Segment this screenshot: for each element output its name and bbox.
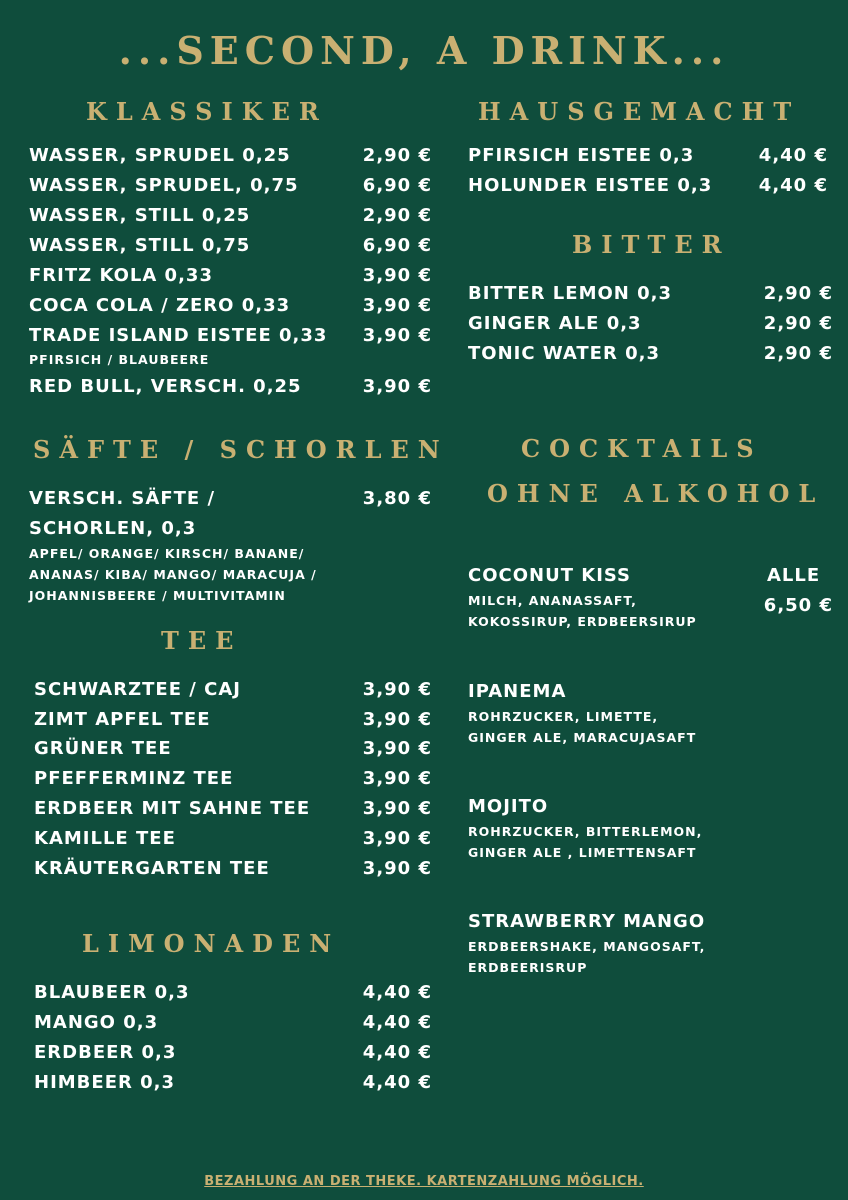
- menu-item-note: APFEL/ ORANGE/ KIRSCH/ BANANE/: [29, 546, 305, 561]
- menu-item-price: 2,90 €: [763, 283, 833, 304]
- menu-item-price: 4,40 €: [362, 1072, 432, 1093]
- menu-item-price: 3,90 €: [362, 798, 432, 819]
- cocktail-price-label: ALLE: [767, 565, 821, 586]
- menu-item-price: 3,90 €: [362, 376, 432, 397]
- menu-item-name: WASSER, STILL 0,25: [29, 205, 251, 226]
- menu-item-price: 4,40 €: [362, 982, 432, 1003]
- menu-item-name: FRITZ KOLA 0,33: [29, 265, 213, 286]
- menu-item-price: 3,90 €: [362, 828, 432, 849]
- cocktail-ingredients: ROHRZUCKER, BITTERLEMON,: [468, 824, 703, 839]
- menu-item-name: MANGO 0,3: [34, 1012, 159, 1033]
- section-subheading-ohne-alkohol: OHNE ALKOHOL: [487, 479, 825, 508]
- menu-item-note: JOHANNISBEERE / MULTIVITAMIN: [29, 588, 286, 603]
- menu-item-name: HIMBEER 0,3: [34, 1072, 175, 1093]
- menu-item-price: 3,90 €: [362, 768, 432, 789]
- menu-item-name: COCA COLA / ZERO 0,33: [29, 295, 291, 316]
- menu-item-name: BLAUBEER 0,3: [34, 982, 190, 1003]
- menu-item-name: PFEFFERMINZ TEE: [34, 768, 234, 789]
- menu-title: ...SECOND, A DRINK...: [118, 28, 730, 73]
- cocktail-name: MOJITO: [468, 796, 549, 817]
- payment-note: BEZAHLUNG AN DER THEKE. KARTENZAHLUNG MÖGLICH.: [204, 1174, 644, 1189]
- menu-item-price: 3,90 €: [362, 738, 432, 759]
- section-heading-tee: TEE: [161, 626, 243, 655]
- menu-item-name: SCHWARZTEE / CAJ: [34, 679, 241, 700]
- menu-item-name: RED BULL, VERSCH. 0,25: [29, 376, 302, 397]
- menu-item-note: PFIRSICH / BLAUBEERE: [29, 352, 210, 367]
- menu-item-price: 3,90 €: [362, 679, 432, 700]
- menu-item-price: 4,40 €: [362, 1042, 432, 1063]
- cocktail-ingredients: ROHRZUCKER, LIMETTE,: [468, 709, 659, 724]
- menu-item-price: 6,90 €: [362, 175, 432, 196]
- menu-item-name: TONIC WATER 0,3: [468, 343, 660, 364]
- menu-item-name: HOLUNDER EISTEE 0,3: [468, 175, 713, 196]
- menu-item-name: KRÄUTERGARTEN TEE: [34, 858, 270, 879]
- section-heading-limonaden: LIMONADEN: [82, 929, 341, 958]
- menu-item-price: 2,90 €: [362, 145, 432, 166]
- menu-item-price: 4,40 €: [758, 145, 828, 166]
- cocktail-ingredients: GINGER ALE , LIMETTENSAFT: [468, 845, 697, 860]
- menu-item-name: ERDBEER 0,3: [34, 1042, 177, 1063]
- menu-item-price: 6,90 €: [362, 235, 432, 256]
- menu-item-name: ERDBEER MIT SAHNE TEE: [34, 798, 311, 819]
- menu-item-name: ZIMT APFEL TEE: [34, 709, 211, 730]
- menu-item-price: 3,80 €: [362, 488, 432, 509]
- cocktail-ingredients: MILCH, ANANASSAFT,: [468, 593, 637, 608]
- menu-item-name: WASSER, STILL 0,75: [29, 235, 251, 256]
- section-heading-klassiker: KLASSIKER: [86, 97, 328, 126]
- cocktail-price: 6,50 €: [763, 595, 833, 616]
- section-heading-saefte: SÄFTE / SCHORLEN: [33, 435, 449, 464]
- cocktail-ingredients: ERDBEERSHAKE, MANGOSAFT,: [468, 939, 706, 954]
- menu-item-note: ANANAS/ KIBA/ MANGO/ MARACUJA /: [29, 567, 317, 582]
- cocktail-name: IPANEMA: [468, 681, 567, 702]
- menu-item-name: GRÜNER TEE: [34, 738, 172, 759]
- menu-item-price: 4,40 €: [362, 1012, 432, 1033]
- menu-item-price: 3,90 €: [362, 325, 432, 346]
- menu-item-price: 3,90 €: [362, 709, 432, 730]
- menu-item-price: 3,90 €: [362, 295, 432, 316]
- menu-item-name: TRADE ISLAND EISTEE 0,33: [29, 325, 328, 346]
- cocktail-ingredients: ERDBEERISRUP: [468, 960, 588, 975]
- menu-item-price: 2,90 €: [763, 343, 833, 364]
- menu-item-name: PFIRSICH EISTEE 0,3: [468, 145, 695, 166]
- menu-item-price: 2,90 €: [362, 205, 432, 226]
- cocktail-ingredients: KOKOSSIRUP, ERDBEERSIRUP: [468, 614, 697, 629]
- menu-item-name: SCHORLEN, 0,3: [29, 518, 197, 539]
- cocktail-name: STRAWBERRY MANGO: [468, 911, 706, 932]
- menu-item-name: BITTER LEMON 0,3: [468, 283, 673, 304]
- menu-item-name: GINGER ALE 0,3: [468, 313, 642, 334]
- menu-item-price: 3,90 €: [362, 858, 432, 879]
- cocktail-name: COCONUT KISS: [468, 565, 632, 586]
- menu-item-name: KAMILLE TEE: [34, 828, 176, 849]
- section-heading-cocktails: COCKTAILS: [521, 434, 763, 463]
- menu-item-price: 3,90 €: [362, 265, 432, 286]
- menu-item-name: WASSER, SPRUDEL, 0,75: [29, 175, 299, 196]
- menu-item-price: 4,40 €: [758, 175, 828, 196]
- menu-item-name: WASSER, SPRUDEL 0,25: [29, 145, 291, 166]
- cocktail-ingredients: GINGER ALE, MARACUJASAFT: [468, 730, 697, 745]
- menu-item-name: VERSCH. SÄFTE /: [29, 488, 216, 509]
- section-heading-hausgemacht: HAUSGEMACHT: [478, 97, 801, 126]
- section-heading-bitter: BITTER: [572, 230, 731, 259]
- menu-item-price: 2,90 €: [763, 313, 833, 334]
